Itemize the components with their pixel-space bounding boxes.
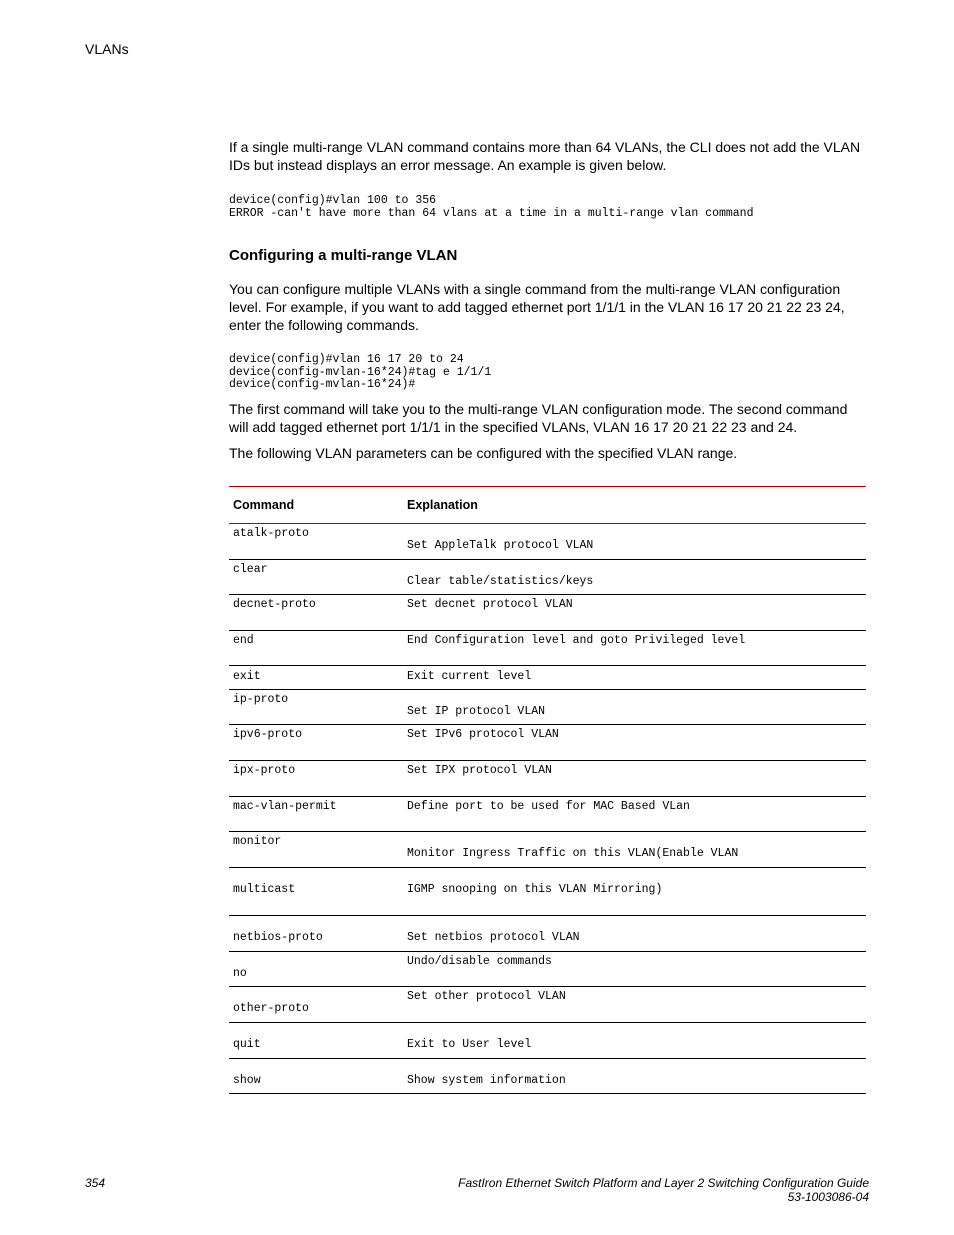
explanation-cell: Set IPv6 protocol VLAN [407, 728, 559, 741]
document-title: FastIron Ethernet Switch Platform and Layer 2 Switching Configuration Guide [458, 1176, 869, 1190]
command-cell: monitor [233, 835, 282, 848]
command-cell: decnet-proto [233, 598, 316, 611]
command-cell: ipx-proto [233, 764, 296, 777]
table-row [229, 690, 866, 725]
explanation-cell: Set IPX protocol VLAN [407, 764, 552, 777]
explanation-cell: Set other protocol VLAN [407, 990, 566, 1003]
command-cell: ipv6-proto [233, 728, 303, 741]
running-header: VLANs [85, 41, 129, 57]
table-row [229, 595, 866, 631]
command-cell: no [233, 967, 247, 980]
explanation-cell: Clear table/statistics/keys [407, 575, 594, 588]
table-row [229, 952, 866, 987]
table-row [229, 560, 866, 595]
explanation-cell: Set netbios protocol VLAN [407, 931, 580, 944]
command-cell: ip-proto [233, 693, 289, 706]
explanation-cell: Exit to User level [407, 1038, 532, 1051]
section-paragraph-3: The following VLAN parameters can be configured with the specified VLAN range. [229, 445, 738, 461]
section-heading: Configuring a multi-range VLAN [229, 247, 458, 264]
command-cell: mac-vlan-permit [233, 800, 337, 813]
section-paragraph-1: You can configure multiple VLANs with a single command from the multi-range VLAN configuration level. For example, if you want to add tagged ethernet port 1/1/1 in the VLAN 16 17 20 21 22 23 24, enter the following commands. [229, 281, 845, 333]
command-cell: quit [233, 1038, 261, 1051]
table-row [229, 761, 866, 797]
command-cell: multicast [233, 883, 296, 896]
table-row [229, 666, 866, 690]
explanation-cell: Undo/disable commands [407, 955, 552, 968]
table-header-row [229, 487, 866, 524]
command-cell: exit [233, 670, 261, 683]
table-row [229, 868, 866, 916]
config-code-example: device(config)#vlan 16 17 20 to 24 device(config-mvlan-16*24)#tag e 1/1/1 device(config-mvlan-16*24)# [229, 353, 492, 391]
table-row [229, 832, 866, 868]
explanation-cell: Define port to be used for MAC Based VLan [407, 800, 690, 813]
vlan-parameters-table [229, 486, 866, 1094]
intro-paragraph: If a single multi-range VLAN command contains more than 64 VLANs, the CLI does not add the VLAN IDs but instead displays an error message. An example is given below. [229, 139, 861, 173]
column-header-explanation: Explanation [403, 487, 866, 524]
command-cell: other-proto [233, 1002, 309, 1015]
command-cell: netbios-proto [233, 931, 323, 944]
section-paragraph-2: The first command will take you to the multi-range VLAN configuration mode. The second command will add tagged ethernet port 1/1/1 in the specified VLANs, VLAN 16 17 20 21 22 23 and 24. [229, 401, 848, 435]
explanation-cell: Show system information [407, 1074, 566, 1087]
explanation-cell: Set AppleTalk protocol VLAN [407, 539, 594, 552]
table-row [229, 1059, 866, 1094]
table-row [229, 797, 866, 832]
command-cell: end [233, 634, 254, 647]
command-cell: clear [233, 563, 268, 576]
column-header-command: Command [229, 487, 403, 524]
explanation-cell: Exit current level [407, 670, 532, 683]
table-row [229, 916, 866, 952]
command-cell: show [233, 1074, 261, 1087]
page-number: 354 [85, 1176, 106, 1190]
table-row [229, 524, 866, 560]
explanation-cell: Set IP protocol VLAN [407, 705, 546, 718]
table-row [229, 987, 866, 1023]
explanation-cell: End Configuration level and goto Privileged level [407, 634, 746, 647]
table-row [229, 725, 866, 761]
command-cell: atalk-proto [233, 527, 309, 540]
table-row [229, 1023, 866, 1059]
document-number: 53-1003086-04 [787, 1190, 869, 1204]
explanation-cell: Set decnet protocol VLAN [407, 598, 573, 611]
error-code-example: device(config)#vlan 100 to 356 ERROR -can't have more than 64 vlans at a time in a multi-range vlan command [229, 194, 754, 220]
explanation-cell: Monitor Ingress Traffic on this VLAN(Enable VLAN [407, 847, 739, 860]
table-row [229, 631, 866, 666]
explanation-cell: IGMP snooping on this VLAN Mirroring) [407, 883, 663, 896]
